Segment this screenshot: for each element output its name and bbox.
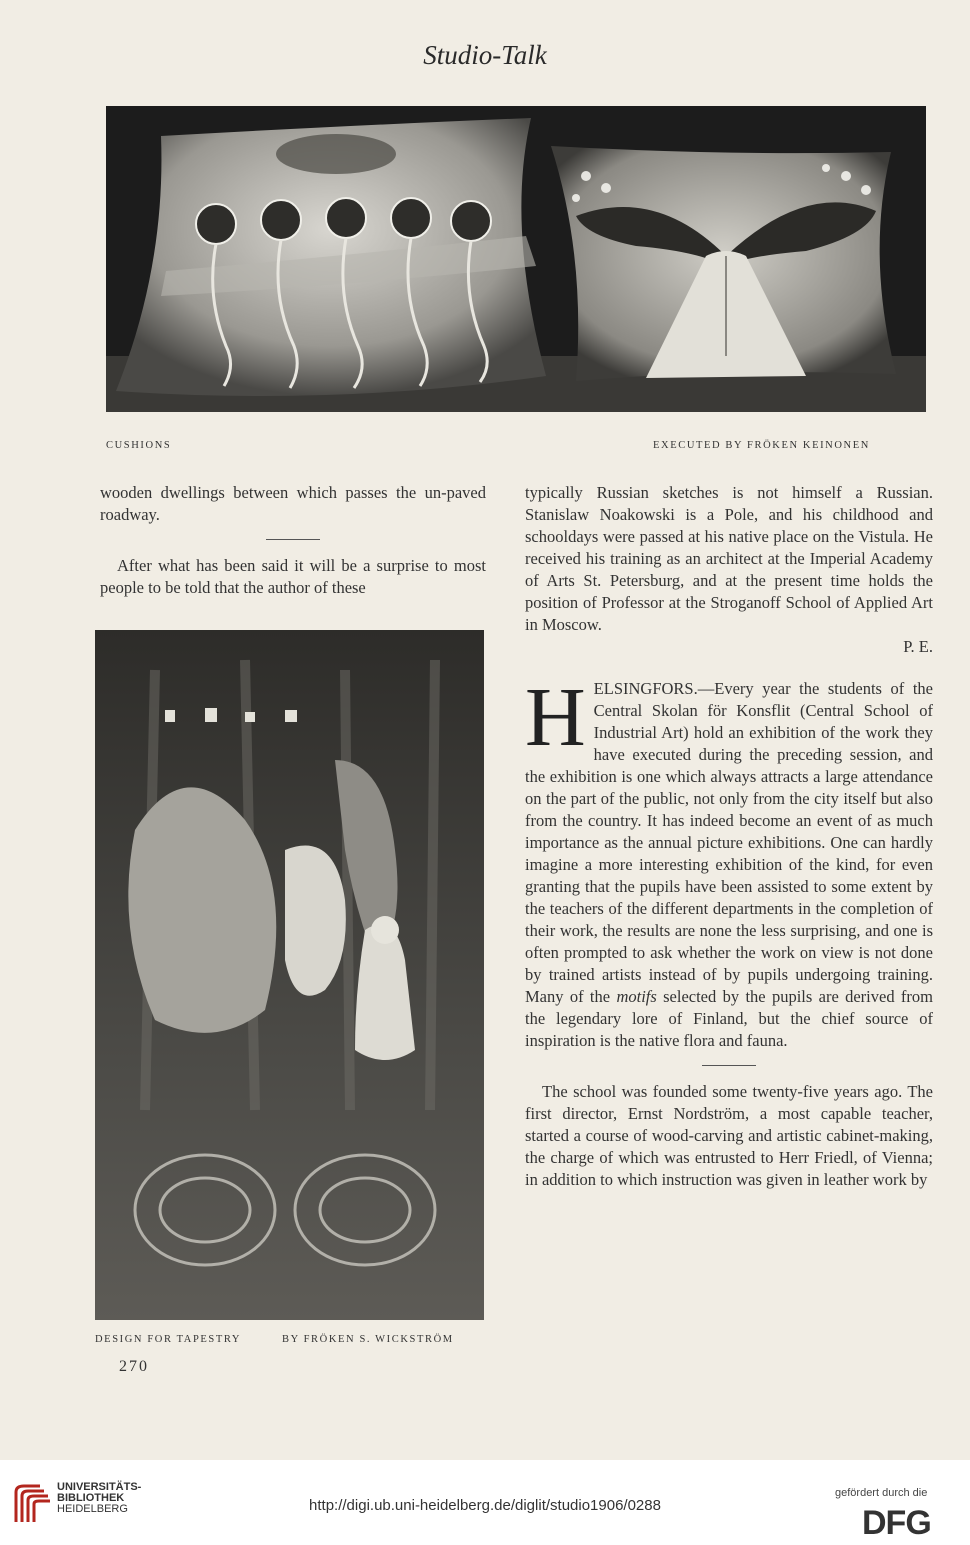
helsingfors-text-b: selected by the pupils are derived from the legendary lore of Finland, but the chief source of inspiration is the native flora and fauna. — [525, 987, 933, 1050]
right-column-text — [525, 482, 933, 1191]
library-line-2: BIBLIOTHEK — [57, 1492, 125, 1504]
tapestry-caption-right: BY FRÖKEN S. WICKSTRÖM — [282, 1334, 454, 1345]
section-divider-2 — [702, 1065, 756, 1066]
right-paragraph-1-text: typically Russian sketches is not himself a Russian. Stanislaw Noakowski is a Pole, and his childhood and schooldays were passed at his native place on the Vistula. He received his training as an architect at the Imperial Academy of Arts St. Petersburg, and at the present time holds the position of Professor at the Stroganoff School of Applied Art in Moscow. — [525, 483, 933, 634]
cushions-photograph — [106, 106, 926, 412]
tapestry-design-image — [95, 630, 484, 1320]
cushions-caption-right: EXECUTED BY FRÖKEN KEINONEN — [653, 440, 870, 451]
helsingfors-text-a: —Every year the students of the Central Skolan för Konsflit (Central School of Industrial Art) hold an exhibition of the work they have executed during the preceding session, and the exhibition is one which always attracts a large attendance on the part of the public, not only from the city itself but also from the country. It has indeed become an event of as much importance as the annual picture exhibitions. One can hardly imagine a more interesting exhibition of the kind, for even granting that the pupils have been assisted to some extent by the teachers of the different departments in the completion of their work, the results are none the less surprising, and one is often prompted to ask whether the work on view is not done by trained artists instead of by pupils undergoing training. Many of the — [525, 679, 933, 1006]
cushions-illustration — [106, 106, 926, 412]
section-heading: ELSINGFORS. — [593, 679, 698, 698]
left-paragraph-2: After what has been said it will be a surprise to most people to be told that the author of these — [100, 556, 486, 597]
school-paragraph: The school was founded some twenty-five years ago. The first director, Ernst Nordström, a most capable teacher, started a course of wood-carving and artistic cabinet-making, the charge of which was entrusted to Herr Friedl, of Vienna; in addition to which instruction was given in leather work by — [525, 1082, 933, 1189]
funded-by-label: gefördert durch die — [835, 1487, 928, 1499]
library-line-1: UNIVERSITÄTS- — [57, 1481, 142, 1493]
left-column-text — [100, 482, 486, 599]
footer-bar — [0, 1460, 970, 1545]
section-divider — [266, 539, 320, 540]
drop-cap: H — [525, 671, 586, 764]
running-title: Studio-Talk — [423, 40, 547, 70]
tapestry-illustration — [95, 630, 484, 1320]
library-line-3: HEIDELBERG — [57, 1503, 128, 1515]
page-number: 270 — [119, 1358, 149, 1375]
source-url-link[interactable]: http://digi.ub.uni-heidelberg.de/diglit/studio1906/0288 — [309, 1497, 661, 1514]
cushions-caption-left: CUSHIONS — [106, 440, 172, 451]
author-signature: P. E. — [903, 637, 933, 656]
motifs-italic: motifs — [616, 987, 657, 1006]
dfg-logo: DFG — [862, 1504, 931, 1542]
left-paragraph-1: wooden dwellings between which passes the un-paved roadway. — [100, 483, 486, 524]
right-paragraph-1 — [525, 482, 933, 636]
helsingfors-paragraph — [525, 671, 933, 1052]
tapestry-caption-left: DESIGN FOR TAPESTRY — [95, 1334, 242, 1345]
